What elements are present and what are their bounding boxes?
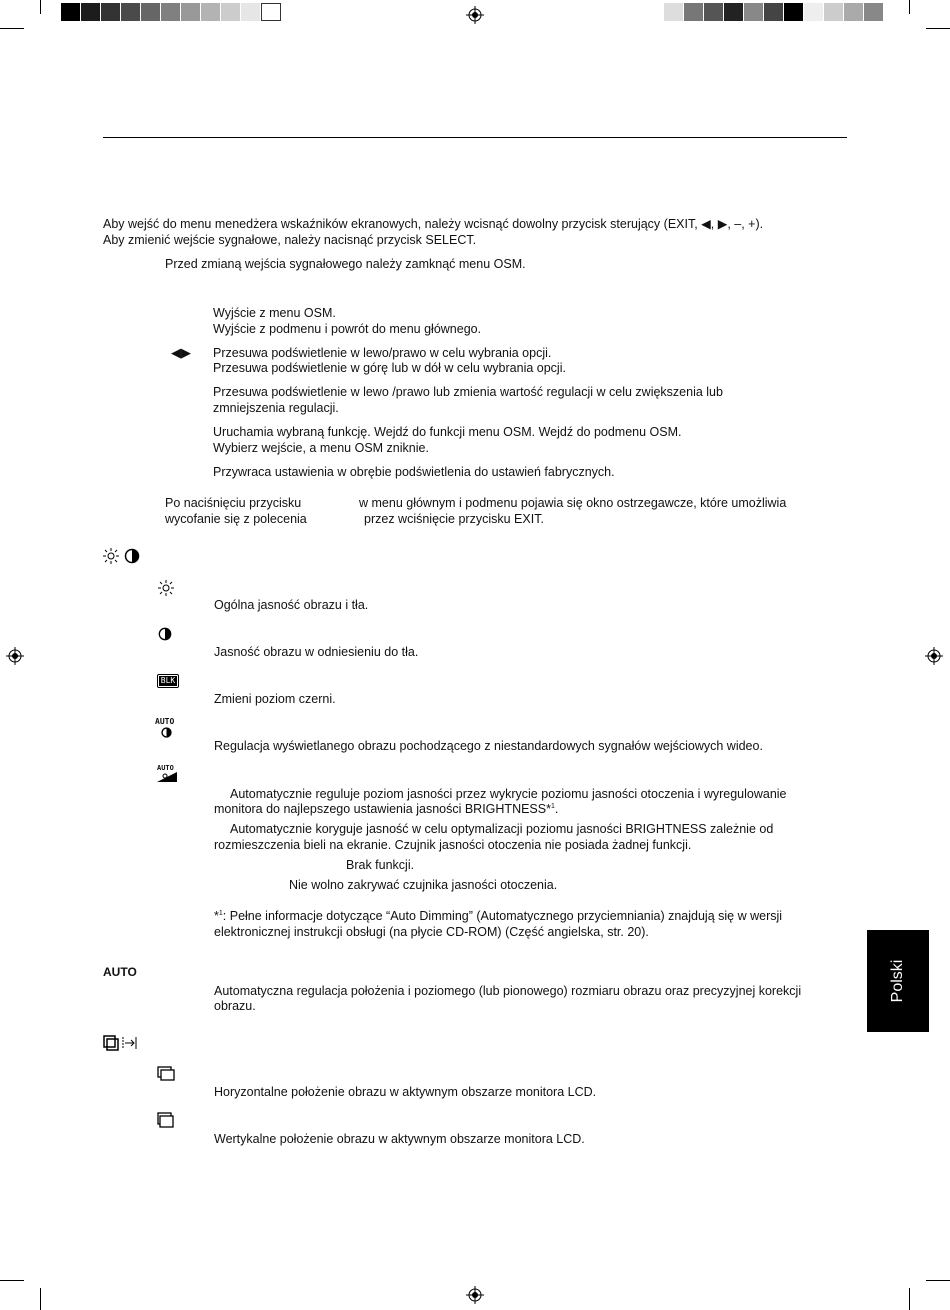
black-level-desc: Zmieni poziom czerni. <box>214 692 336 706</box>
arrows-icon: ◀▶ <box>171 345 191 360</box>
arrows-desc-1: Przesuwa podświetlenie w lewo/prawo w celu wybrania opcji. <box>213 346 552 360</box>
v-position-icon <box>157 1112 175 1128</box>
h-position-icon <box>157 1066 175 1081</box>
brightness-desc: Ogólna jasność obrazu i tła. <box>214 598 369 612</box>
auto-dimming-desc-2: monitora do najlepszego ustawienia jasności BRIGHTNESS*$^1$. <box>214 802 559 816</box>
black-level-icon <box>157 674 179 688</box>
grayscale-strip-right <box>664 3 884 21</box>
size-icon <box>122 1036 138 1050</box>
select-desc-1: Uruchamia wybraną funkcję. Wejdź do funkcji menu OSM. Wejdź do podmenu OSM. <box>213 425 682 439</box>
reset-warning-2a: wycofanie się z polecenia <box>165 512 307 526</box>
header-rule <box>103 137 847 138</box>
auto-dimming-label: AUTO <box>157 764 174 772</box>
registration-mark-bottom <box>466 1286 484 1304</box>
v-position-desc: Wertykalne położenie obrazu w aktywnym obszarze monitora LCD. <box>214 1132 585 1146</box>
contrast-small-icon <box>158 627 172 641</box>
reset-warning-1b: w menu głównym i podmenu pojawia się okno ostrzegawcze, które umożliwia <box>359 496 787 510</box>
language-tab <box>867 930 929 1032</box>
position-icon <box>103 1035 119 1051</box>
auto-dimming-desc-4: rozmieszczenia bieli na ekranie. Czujnik jasności otoczenia nie posiada żadnej funkcji. <box>214 838 692 852</box>
auto-contrast-desc: Regulacja wyświetlanego obrazu pochodzącego z niestandardowych sygnałów wejściowych wideo. <box>214 739 763 753</box>
auto-dimming-icon <box>157 772 177 782</box>
reset-desc: Przywraca ustawienia w obrębie podświetlenia do ustawień fabrycznych. <box>213 465 615 479</box>
footnote-line-2: elektronicznej instrukcji obsługi (na płycie CD-ROM) (Część angielska, str. 20). <box>214 925 649 939</box>
intro-line-1: Aby wejść do menu menedżera wskaźników ekranowych, należy wcisnąć dowolny przycisk sterujący (EXIT, ◀, ▶, –, +). <box>103 217 764 231</box>
minus-plus-desc-2: zmniejszenia regulacji. <box>213 401 339 415</box>
registration-mark-left <box>6 647 24 665</box>
minus-plus-desc-1: Przesuwa podświetlenie w lewo /prawo lub zmienia wartość regulacji w celu zwiększenia lub <box>213 385 723 399</box>
registration-mark-top <box>466 6 484 24</box>
arrows-desc-2: Przesuwa podświetlenie w górę lub w dół w celu wybrania opcji. <box>213 361 566 375</box>
auto-dimming-desc-3: Automatycznie koryguje jasność w celu optymalizacji poziomu jasności BRIGHTNESS zależnie od <box>230 822 774 836</box>
sun-icon <box>103 548 119 564</box>
select-desc-2: Wybierz wejście, a menu OSM zniknie. <box>213 441 429 455</box>
auto-dimming-desc-5: Brak funkcji. <box>346 858 415 872</box>
contrast-icon <box>124 548 140 564</box>
reset-warning-1a: Po naciśnięciu przycisku <box>165 496 302 510</box>
auto-dimming-desc-6: Nie wolno zakrywać czujnika jasności otoczenia. <box>289 878 558 892</box>
auto-adjust-label: AUTO <box>103 965 137 979</box>
auto-dimming-desc-1: Automatycznie reguluje poziom jasności przez wykrycie poziomu jasności otoczenia i wyregulowanie <box>230 787 787 801</box>
blk-label: BLK <box>160 676 176 685</box>
intro-note: Przed zmianą wejścia sygnałowego należy zamknąć menu OSM. <box>165 257 526 271</box>
auto-contrast-label: AUTO <box>155 717 175 726</box>
auto-adjust-desc-1: Automatyczna regulacja położenia i poziomego (lub pionowego) rozmiaru obrazu oraz precyzyjnej korekcji <box>214 984 802 998</box>
exit-desc-1: Wyjście z menu OSM. <box>213 306 336 320</box>
h-position-desc: Horyzontalne położenie obrazu w aktywnym obszarze monitora LCD. <box>214 1085 597 1099</box>
auto-contrast-icon <box>161 727 172 738</box>
registration-mark-right <box>925 647 943 665</box>
auto-adjust-desc-2: obrazu. <box>214 999 256 1013</box>
brightness-sun-icon <box>158 580 174 596</box>
grayscale-strip-left <box>61 3 281 21</box>
contrast-desc: Jasność obrazu w odniesieniu do tła. <box>214 645 419 659</box>
intro-line-2: Aby zmienić wejście sygnałowe, należy nacisnąć przycisk SELECT. <box>103 233 477 247</box>
footnote-line-1: *$^1$: Pełne informacje dotyczące “Auto Dimming” (Automatycznego przyciemniania) znajdują się w wersji <box>214 909 783 923</box>
language-tab-label: Polski <box>889 959 906 1003</box>
exit-desc-2: Wyjście z podmenu i powrót do menu głównego. <box>213 322 482 336</box>
reset-warning-2b: przez wciśnięcie przycisku EXIT. <box>364 512 544 526</box>
